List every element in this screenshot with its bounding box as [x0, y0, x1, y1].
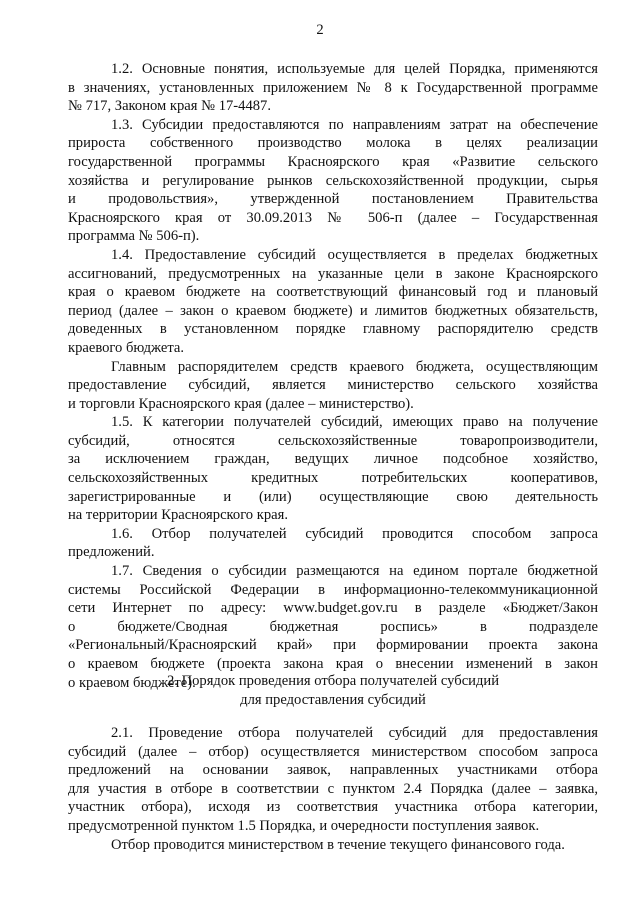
text-line: и продовольствия», утвержденной постановлением Правительства — [68, 191, 598, 208]
paragraph-p2-1b — [68, 836, 598, 855]
text-line: 1.3. Субсидии предоставляются по направлениям затрат на обеспечение — [111, 116, 598, 133]
paragraph-p1-6 — [68, 525, 598, 562]
text-line: предложений на основании заявок, направленных участниками отбора — [68, 762, 598, 779]
text-line: краевого бюджета. — [68, 339, 185, 356]
text-line: зарегистрированные и (или) осуществляющие свою деятельность — [68, 488, 598, 505]
text-line: 2.1. Проведение отбора получателей субсидий для предоставления — [111, 725, 598, 741]
text-line: субсидий, относятся сельскохозяйственные товаропроизводители, — [68, 432, 598, 449]
text-line: субсидий (далее – отбор) осуществляется министерством способом запроса — [68, 743, 598, 760]
text-line: на территории Красноярского края. — [68, 507, 288, 524]
paragraph-p2-1 — [68, 724, 598, 836]
section-2-body — [68, 724, 598, 854]
text-line: 1.2. Основные понятия, используемые для целей Порядка, применяются — [111, 61, 598, 77]
document-body — [68, 60, 598, 692]
text-line: предоставление субсидий, является министерство сельского хозяйства — [68, 377, 598, 394]
text-line: в значениях, установленных приложением № 8 к Государственной программе — [68, 79, 598, 96]
text-line: и торговли Красноярского края (далее – министерство). — [68, 395, 414, 412]
paragraph-p1-4 — [68, 246, 598, 358]
text-line: ассигнований, предусмотренных на указанные цели в законе Красноярского — [68, 265, 598, 282]
text-line: Красноярского края от 30.09.2013 № 506-п (далее – Государственная — [68, 209, 598, 226]
section-heading-line-1: 2. Порядок проведения отбора получателей субсидий — [166, 673, 500, 689]
text-line: программа № 506-п). — [68, 228, 200, 245]
text-line: участник отбора), исходя из соответствия участника отбора категории, — [68, 799, 598, 816]
text-line: для участия в отборе в соответствии с пунктом 2.4 Порядка (далее – заявка, — [68, 780, 598, 797]
text-line: сельскохозяйственных кредитных потребительских кооперативов, — [68, 470, 598, 487]
text-line: доведенных в установленном порядке главному распорядителю средств — [68, 321, 598, 338]
paragraph-p1-3 — [68, 116, 598, 246]
text-line: системы Российской Федерации в информационно-телекоммуникационной — [68, 581, 598, 598]
text-line: 1.7. Сведения о субсидии размещаются на едином портале бюджетной — [111, 563, 598, 580]
text-line: государственной программы Красноярского края «Развитие сельского — [68, 153, 598, 170]
text-line: сети Интернет по адресу: www.budget.gov.ru в разделе «Бюджет/Закон — [68, 600, 598, 617]
text-line: предложений. — [68, 544, 155, 561]
text-line: период (далее – закон о краевом бюджете) и лимитов бюджетных обязательств, — [68, 302, 598, 319]
text-line: № 717, Законом края № 17-4487. — [68, 98, 271, 115]
paragraph-p1-4b — [68, 358, 598, 414]
text-line: 1.6. Отбор получателей субсидий проводится способом запроса — [111, 525, 598, 542]
text-line: за исключением граждан, ведущих личное подсобное хозяйство, — [68, 451, 598, 468]
text-line: края о краевом бюджете на соответствующий финансовый год и плановый — [68, 284, 598, 301]
section-heading-line-2: для предоставления субсидий — [240, 691, 426, 708]
text-line: «Региональный/Красноярский край» при формировании проекта закона — [68, 637, 598, 654]
text-line: Главным распорядителем средств краевого бюджета, осуществляющим — [111, 358, 598, 375]
text-line: Отбор проводится министерством в течение текущего финансового года. — [111, 836, 565, 853]
text-line: о краевом бюджете). — [68, 674, 196, 691]
paragraph-p1-2 — [68, 60, 598, 116]
text-line: о бюджете/Сводная бюджетная роспись» в подразделе — [68, 618, 598, 635]
page-number: 2 — [316, 22, 324, 38]
text-line: хозяйства и регулирование рынков сельскохозяйственной продукции, сырья — [68, 172, 598, 189]
text-line: о краевом бюджете (проекта закона края о внесении изменений в закон — [68, 656, 598, 672]
text-line: предусмотренной пунктом 1.5 Порядка, и очередности поступления заявок. — [68, 817, 540, 834]
section-2-heading — [68, 672, 598, 709]
text-line: прироста собственного производство молока в целях реализации — [68, 135, 598, 152]
paragraph-p1-5 — [68, 413, 598, 525]
text-line: 1.4. Предоставление субсидий осуществляется в пределах бюджетных — [111, 246, 598, 263]
text-line: 1.5. К категории получателей субсидий, имеющих право на получение — [111, 414, 598, 431]
